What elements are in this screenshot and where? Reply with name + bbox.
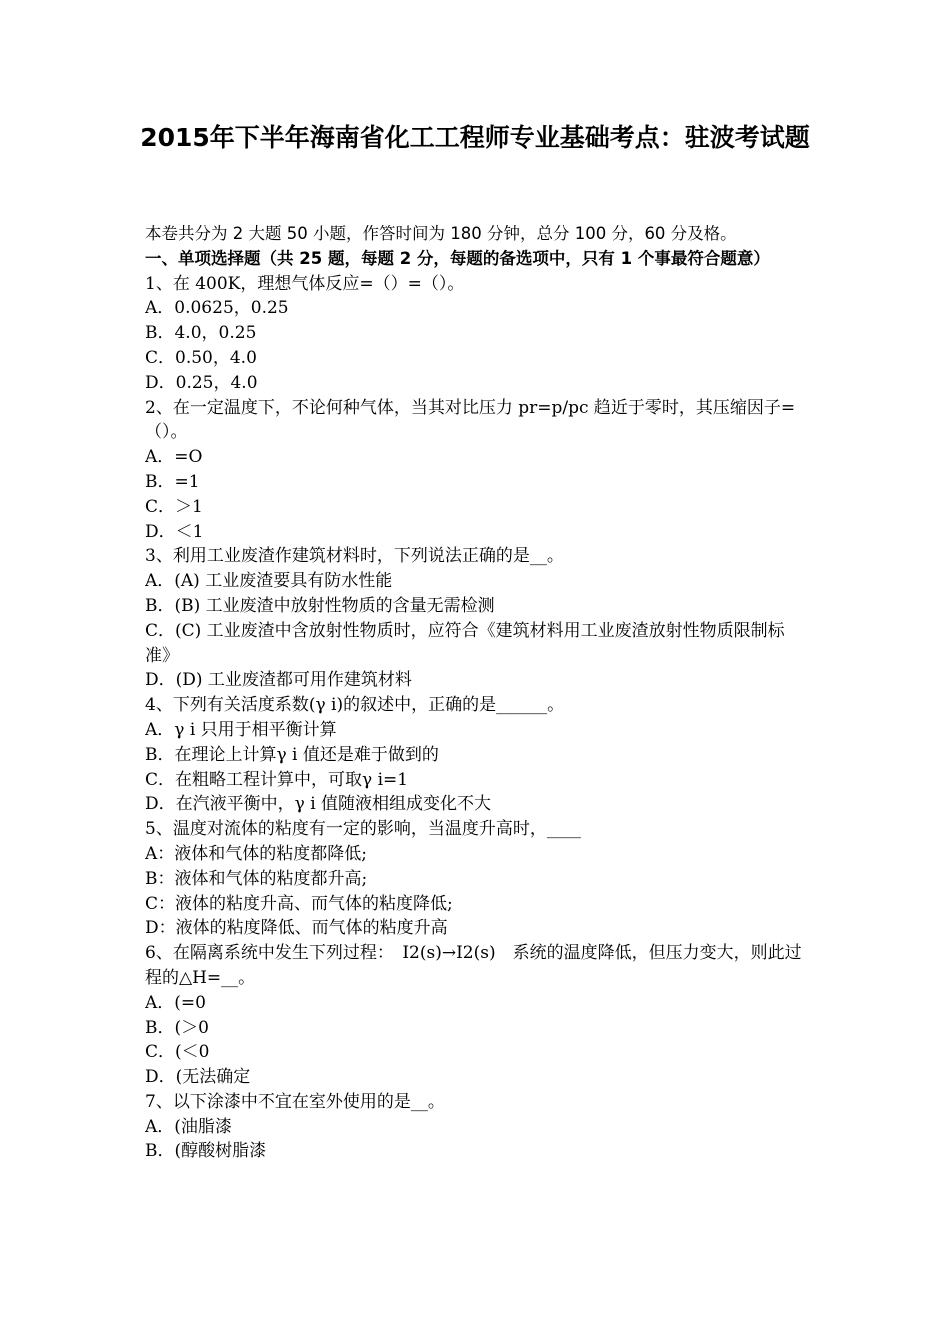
question-stem: 7、以下涂漆中不宜在室外使用的是__。 [145, 1091, 445, 1112]
question-option: B．(醇酸树脂漆 [145, 1141, 267, 1162]
question-option: C．0.50，4.0 [145, 347, 257, 368]
question-6 [145, 941, 810, 1090]
question-option: C．＞1 [145, 496, 203, 517]
question-option: A：液体和气体的粘度都降低; [145, 843, 368, 864]
question-option: B．4.0，0.25 [145, 323, 257, 344]
question-option: C．(＜0 [145, 1042, 210, 1063]
question-option: B．(B) 工业废渣中放射性物质的含量无需检测 [145, 595, 495, 616]
question-option: A．(=0 [145, 992, 206, 1013]
question-stem: 5、温度对流体的粘度有一定的影响，当温度升高时，____ [145, 819, 581, 840]
exam-intro: 本卷共分为 2 大题 50 小题，作答时间为 180 分钟，总分 100 分，60 分及格。 [145, 224, 737, 243]
question-option: B．在理论上计算γ i 值还是难于做到的 [145, 744, 439, 765]
question-option: D．在汽液平衡中，γ i 值随液相组成变化不大 [145, 794, 492, 815]
question-option: B．=1 [145, 471, 200, 492]
question-stem: 4、下列有关活度系数(γ i)的叙述中，正确的是______。 [145, 695, 565, 716]
question-option: C．在粗略工程计算中，可取γ i=1 [145, 769, 409, 790]
question-option: D．0.25，4.0 [145, 372, 258, 393]
question-1 [145, 272, 810, 396]
question-option: A．γ i 只用于相平衡计算 [145, 719, 337, 740]
question-option: B：液体和气体的粘度都升高; [145, 868, 368, 889]
question-5 [145, 817, 810, 941]
question-stem: 1、在 400K，理想气体反应=（）=（）。 [145, 273, 465, 294]
question-4 [145, 693, 810, 817]
question-option: A．(A) 工业废渣要具有防水性能 [145, 571, 393, 592]
question-option: C：液体的粘度升高、而气体的粘度降低; [145, 893, 453, 914]
question-option: D．(D) 工业废渣都可用作建筑材料 [145, 670, 412, 691]
question-option: D．＜1 [145, 521, 204, 542]
question-2 [145, 396, 810, 545]
question-stem: 2、在一定温度下，不论何种气体，当其对比压力 pr=p/pc 趋近于零时，其压缩因子=（）。 [145, 397, 796, 443]
section-heading: 一、单项选择题（共 25 题，每题 2 分，每题的备选项中，只有 1 个事最符合题意） [145, 248, 770, 268]
question-stem: 3、利用工业废渣作建筑材料时，下列说法正确的是__。 [145, 546, 564, 567]
question-option: B．(＞0 [145, 1017, 209, 1038]
document-title: 2015年下半年海南省化工工程师专业基础考点：驻波考试题 [140, 123, 810, 152]
question-option: C．(C) 工业废渣中含放射性物质时，应符合《建筑材料用工业废渣放射性物质限制标准》 [145, 620, 785, 666]
question-stem: 6、在隔离系统中发生下列过程： I2(s)→I2(s) 系统的温度降低，但压力变大，则此过程的△H=__。 [145, 943, 802, 988]
question-3 [145, 544, 810, 693]
question-7 [145, 1090, 810, 1164]
document-body [145, 222, 810, 1164]
question-option: D：液体的粘度降低、而气体的粘度升高 [145, 918, 448, 939]
question-option: A．(油脂漆 [145, 1116, 232, 1137]
question-option: A．=O [145, 447, 203, 468]
question-option: D．(无法确定 [145, 1067, 251, 1088]
question-option: A．0.0625，0.25 [145, 298, 289, 319]
